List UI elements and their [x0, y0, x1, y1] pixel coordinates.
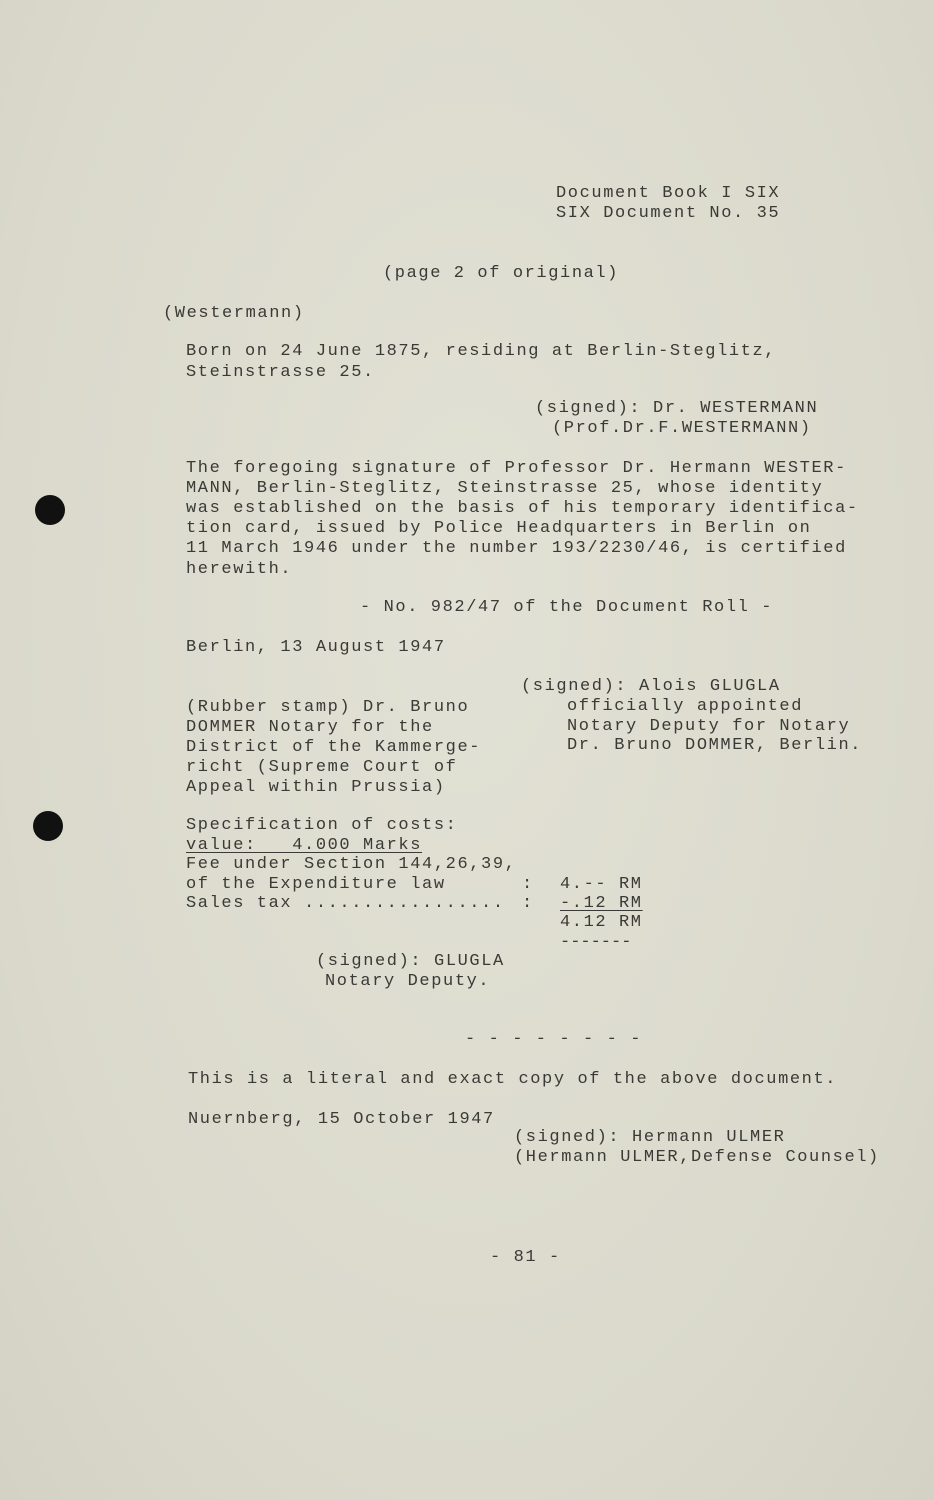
punch-hole — [35, 495, 65, 525]
fee-line: Fee under Section 144,26,39, — [186, 855, 517, 874]
copy-place-date: Nuernberg, 15 October 1947 — [188, 1110, 495, 1129]
notary-signature: Dr. Bruno DOMMER, Berlin. — [567, 736, 863, 755]
counsel-signature: (Hermann ULMER,Defense Counsel) — [514, 1148, 880, 1167]
colon: : — [522, 875, 534, 894]
stamp-line: richt (Supreme Court of — [186, 758, 458, 777]
certification-line: The foregoing signature of Professor Dr. Hermann WESTER- — [186, 459, 847, 478]
stamp-line: Appeal within Prussia) — [186, 778, 446, 797]
separator: - - - - - - - - — [465, 1030, 643, 1049]
certification-line: was established on the basis of his temporary identifica- — [186, 499, 859, 518]
notary-signature: officially appointed — [567, 697, 804, 716]
costs-value: value: 4.000 Marks — [186, 836, 423, 855]
sales-tax-amount: -.12 RM — [560, 894, 643, 913]
fee-line: of the Expenditure law — [186, 875, 446, 894]
colon: : — [522, 894, 534, 913]
stamp-line: DOMMER Notary for the — [186, 718, 434, 737]
notary-signature: Notary Deputy for Notary — [567, 717, 851, 736]
copy-note: This is a literal and exact copy of the above document. — [188, 1070, 838, 1089]
certification-line: tion card, issued by Police Headquarters in Berlin on — [186, 519, 812, 538]
fee-amount: 4.-- RM — [560, 875, 643, 894]
certification-line: herewith. — [186, 560, 293, 579]
born-line: Steinstrasse 25. — [186, 363, 375, 382]
born-line: Born on 24 June 1875, residing at Berlin-Steglitz, — [186, 342, 777, 361]
glugla-signature: Notary Deputy. — [325, 972, 491, 991]
punch-hole — [33, 811, 63, 841]
certification-line: MANN, Berlin-Steglitz, Steinstrasse 25, whose identity — [186, 479, 824, 498]
notary-signature: (signed): Alois GLUGLA — [521, 677, 781, 696]
page-note: (page 2 of original) — [383, 264, 620, 283]
name-heading: (Westermann) — [163, 304, 305, 323]
total-amount: 4.12 RM — [560, 913, 643, 932]
stamp-line: (Rubber stamp) Dr. Bruno — [186, 698, 470, 717]
glugla-signature: (signed): GLUGLA — [316, 952, 505, 971]
document-roll: - No. 982/47 of the Document Roll - — [360, 598, 774, 617]
total-rule: ------- — [560, 933, 632, 952]
certification-line: 11 March 1946 under the number 193/2230/46, is certified — [186, 539, 847, 558]
stamp-line: District of the Kammerge- — [186, 738, 482, 757]
document-book: Document Book I SIX — [556, 184, 781, 203]
counsel-signature: (signed): Hermann ULMER — [514, 1128, 786, 1147]
signature-line: (Prof.Dr.F.WESTERMANN) — [552, 419, 812, 438]
sales-tax-line: Sales tax ................. — [186, 894, 505, 913]
signature-line: (signed): Dr. WESTERMANN — [535, 399, 819, 418]
page-number: - 81 - — [490, 1248, 561, 1267]
document-number: SIX Document No. 35 — [556, 204, 781, 223]
place-date: Berlin, 13 August 1947 — [186, 638, 446, 657]
costs-heading: Specification of costs: — [186, 816, 458, 835]
